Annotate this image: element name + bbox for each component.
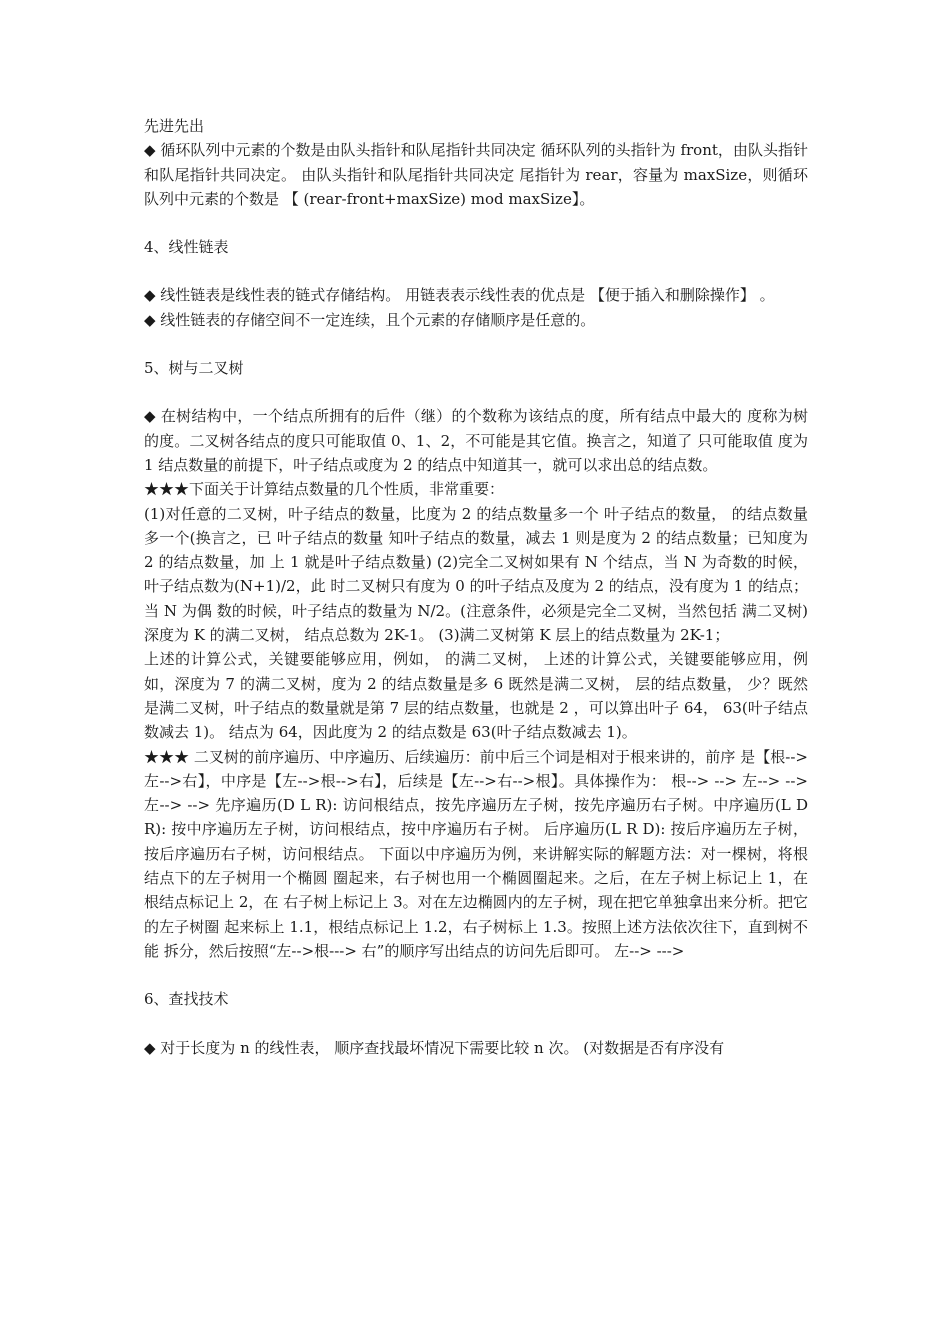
- section-heading-linked-list: 4、线性链表: [144, 238, 229, 257]
- paragraph-traversal: ★★★ 二叉树的前序遍历、中序遍历、后续遍历：前中后三个词是相对于根来讲的，前序 是【根-->左-->右】，中序是【左-->根-->右】，后续是【左-->右-->根】。具体操作为： 根--> --> 左--> --> 左--> --> 先序遍历(D L R): 访问根结点，按先序遍历左子树，按先序遍历右子树。中序遍历(L D R): 按中序遍历左子树，访问根结点，按中序遍历右子树。 后序遍历(L R D): 按后序遍历左子树，按后序遍历右子树，访问根结点。 下面以中序遍历为例，来讲解实际的解题方法：对一棵树，将根结点下的左子树用一个椭圆 圈起来，右子树也用一个椭圆圈起来。之后，在左子树上标记上 1，在根结点标记上 2，在 右子树上标记上 3。对在左边椭圆内的左子树，现在把它单独拿出来分析。把它的左子树圈 起来标上 1.1，根结点标记上 1.2，右子树标上 1.3。按照上述方法依次往下，直到树不能 拆分，然后按照“左-->根---> 右”的顺序写出结点的访问先后即可。 左--> --->: [144, 747, 808, 960]
- spacer: [144, 380, 808, 404]
- paragraph-node-count-properties: (1)对任意的二叉树，叶子结点的数量，比度为 2 的结点数量多一个 叶子结点的数量， 的结点数量多一个(换言之，已 叶子结点的数量 知叶子结点的数量，减去 1 则是度为 2 的结点数量；已知度为 2 的结点数量，加 上 1 就是叶子结点数量) (2)完全二叉树如果有 N 个结点，当 N 为奇数的时候，叶子结点数为(N+1)/2，此 时二叉树只有度为 0 的叶子结点及度为 2 的结点，没有度为 1 的结点；当 N 为偶 数的时候，叶子结点的数量为 N/2。(注意条件，必须是完全二叉树，当然包括 满二叉树) 深度为 K 的满二叉树， 结点总数为 2K-1。 (3)满二叉树第 K 层上的结点数量为 2K-1；: [144, 504, 808, 645]
- spacer: [144, 259, 808, 283]
- section-heading-search: 6、查找技术: [144, 990, 229, 1009]
- section-heading-trees: 5、树与二叉树: [144, 359, 244, 378]
- paragraph-fifo: 先进先出: [144, 117, 205, 135]
- paragraph-linked-list-advantage: ◆ 线性链表是线性表的链式存储结构。 用链表表示线性表的优点是 【便于插入和删除操作】 。: [144, 286, 775, 305]
- spacer: [144, 1012, 808, 1036]
- document-body: [144, 114, 808, 1060]
- spacer: [144, 963, 808, 987]
- spacer: [144, 332, 808, 356]
- spacer: [144, 211, 808, 235]
- paragraph-circular-queue: ◆ 循环队列中元素的个数是由队头指针和队尾指针共同决定 循环队列的头指针为 front，由队头指针和队尾指针共同决定。 由队头指针和队尾指针共同决定 尾指针为 rear，容量为 maxSize，则循环队列中元素的个数是 【 (rear-front+maxSize) mod maxSize】。: [144, 141, 808, 208]
- paragraph-tree-degree: ◆ 在树结构中，一个结点所拥有的后件（继）的个数称为该结点的度，所有结点中最大的 度称为树的度。二叉树各结点的度只可能取值 0、1、2，不可能是其它值。换言之，知道了 只可能取值 度为 1 结点数量的前提下，叶子结点或度为 2 的结点中知道其一，就可以求出总的结点数。: [144, 407, 808, 474]
- paragraph-linked-list-storage: ◆ 线性链表的存储空间不一定连续，且个元素的存储顺序是任意的。: [144, 310, 596, 329]
- paragraph-sequential-search: ◆ 对于长度为 n 的线性表， 顺序查找最坏情况下需要比较 n 次。 (对数据是否有序没有: [144, 1038, 725, 1057]
- paragraph-node-count-intro: ★★★下面关于计算结点数量的几个性质，非常重要：: [144, 480, 505, 499]
- paragraph-formula-example: 上述的计算公式，关键要能够应用，例如， 的满二叉树， 上述的计算公式，关键要能够应用，例如，深度为 7 的满二叉树，度为 2 的结点数量是多 6 既然是满二叉树， 层的结点数量， 少？既然是满二叉树，叶子结点的数量就是第 7 层的结点数量，也就是 2 ，可以算出叶子 64， 63(叶子结点数减去 1)。 结点为 64，因此度为 2 的结点数是 63(叶子结点数减去 1)。: [144, 650, 808, 742]
